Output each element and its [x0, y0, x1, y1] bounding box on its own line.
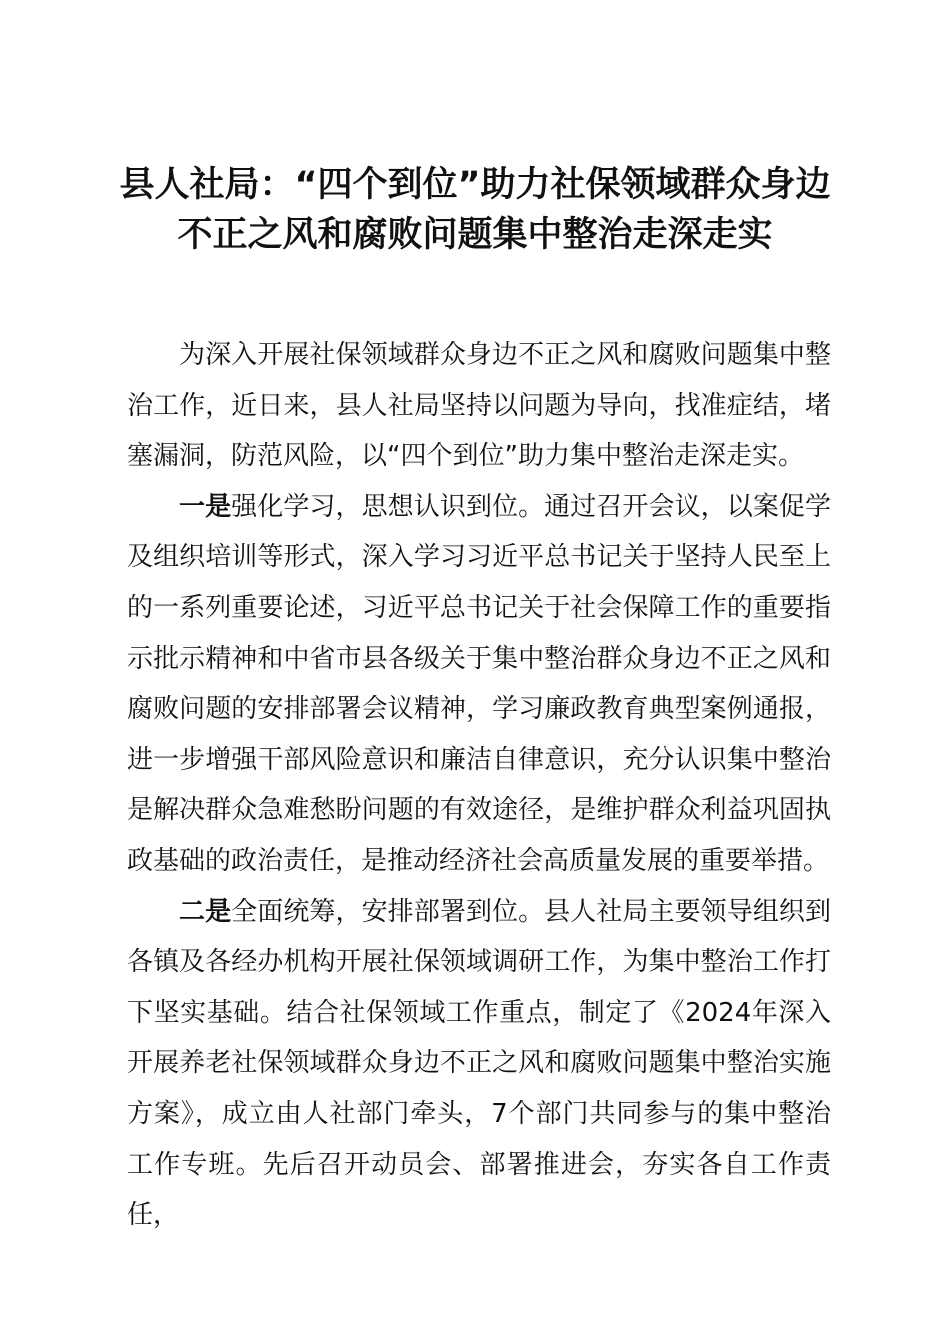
paragraph-text: 强化学习，思想认识到位。通过召开会议，以案促学及组织培训等形式，深入学习习近平总书记关于坚持人民至上的一系列重要论述，习近平总书记关于社会保障工作的重要指示批示精神和中省市县各级关于集中整治群众身边不正之风和腐败问题的安排部署会议精神，学习廉政教育典型案例通报，进一步增强干部风险意识和廉洁自律意识，充分认识集中整治是解决群众急难愁盼问题的有效途径，是维护群众利益巩固执政基础的政治责任，是推动经济社会高质量发展的重要举措。: [127, 491, 831, 876]
paragraph-point-one: [127, 482, 831, 887]
paragraph-text: 为深入开展社保领域群众身边不正之风和腐败问题集中整治工作，近日来，县人社局坚持以问题为导向，找准症结，堵塞漏洞，防范风险，以“四个到位”助力集中整治走深走实。: [127, 340, 831, 472]
paragraph-lead: 二是: [179, 896, 232, 927]
paragraph-text: 全面统筹，安排部署到位。县人社局主要领导组织到各镇及各经办机构开展社保领域调研工作，为集中整治工作打下坚实基础。结合社保领域工作重点，制定了《2024年深入开展养老社保领域群众身边不正之风和腐败问题集中整治实施方案》，成立由人社部门牵头，7个部门共同参与的集中整治工作专班。先后召开动员会、部署推进会，夯实各自工作责任，: [127, 896, 831, 1231]
paragraph-lead: 一是: [179, 491, 232, 522]
paragraph-point-two: [127, 887, 831, 1241]
document-title: 县人社局：“四个到位”助力社保领域群众身边不正之风和腐败问题集中整治走深走实: [119, 165, 831, 255]
document-body: [127, 330, 831, 1241]
paragraph-intro: [127, 330, 831, 482]
